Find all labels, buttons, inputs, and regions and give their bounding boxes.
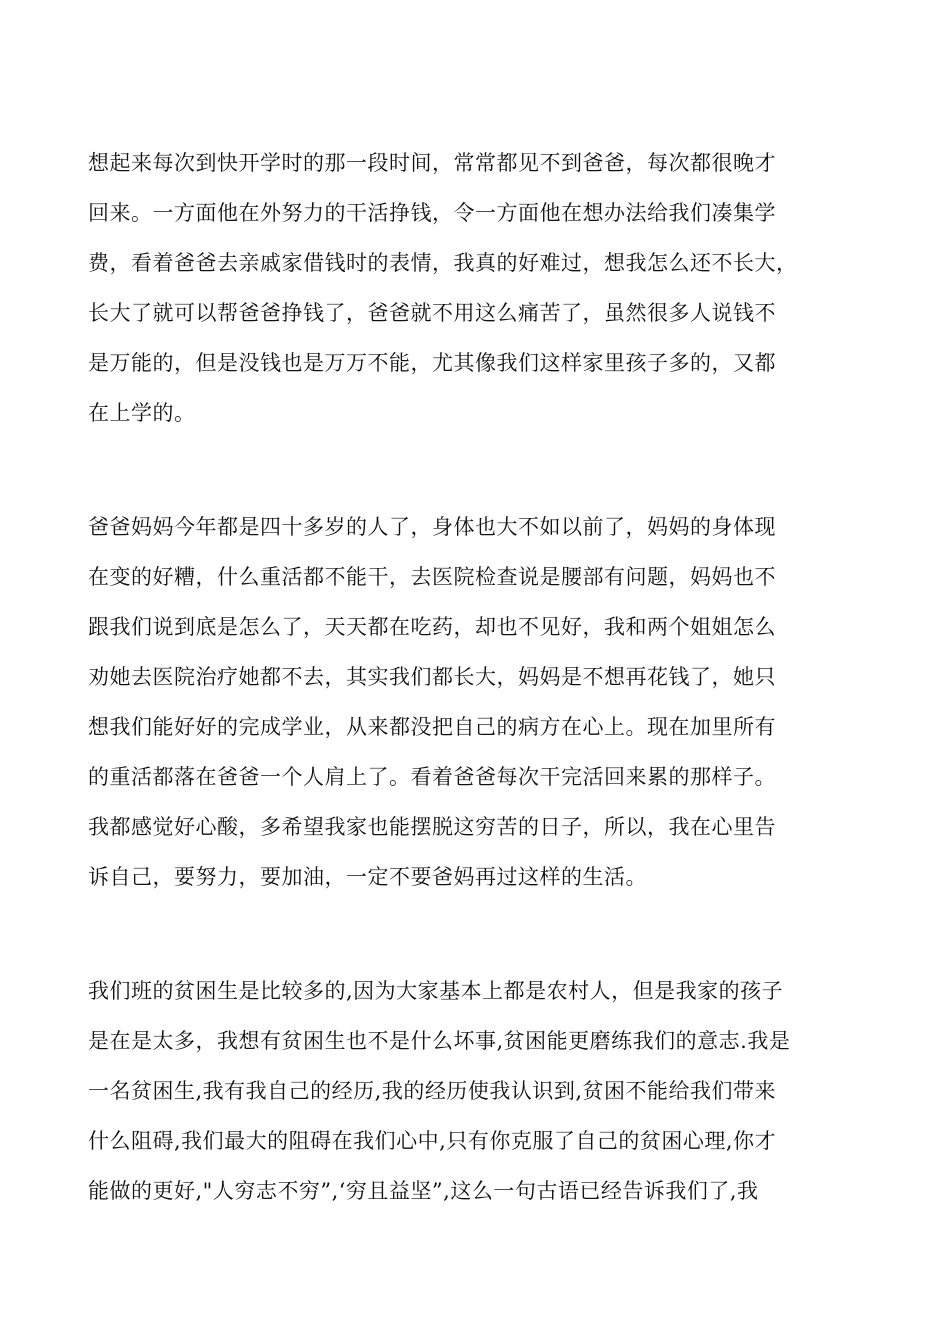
text-line: 一名贫困生,我有我自己的经历,我的经历使我认识到,贫困不能给我们带来 [88, 1079, 777, 1103]
document-body [88, 138, 878, 1216]
paragraph-2 [88, 502, 878, 902]
text-line: 什么阻碍,我们最大的阻碍在我们心中,只有你克服了自己的贫困心理,你才 [88, 1129, 777, 1153]
paragraph-gap [88, 902, 878, 966]
text-line: 我们班的贫困生是比较多的,因为大家基本上都是农村人，但是我家的孩子 [88, 979, 784, 1003]
paragraph-gap [88, 438, 878, 502]
text-line: 能做的更好,"人穷志不穷”,‘穷且益坚”,这么一句古语已经告诉我们了,我 [88, 1179, 759, 1203]
text-line: 回来。一方面他在外努力的干活挣钱，令一方面他在想办法给我们凑集学 [88, 201, 776, 225]
paragraph-3 [88, 966, 878, 1216]
text-line: 的重活都落在爸爸一个人肩上了。看着爸爸每次干完活回来累的那样子。 [88, 765, 776, 789]
paragraph-1 [88, 138, 878, 438]
text-line: 是在是太多，我想有贫困生也不是什么坏事,贫困能更磨练我们的意志.我是 [88, 1029, 791, 1053]
text-line: 在上学的。 [88, 401, 196, 425]
text-line: 诉自己，要努力，要加油，一定不要爸妈再过这样的生活。 [88, 865, 647, 889]
text-line: 劝她去医院治疗她都不去，其实我们都长大，妈妈是不想再花钱了，她只 [88, 665, 776, 689]
text-line: 是万能的，但是没钱也是万万不能，尤其像我们这样家里孩子多的，又都 [88, 351, 776, 375]
text-line: 在变的好糟，什么重活都不能干，去医院检查说是腰部有问题，妈妈也不 [88, 565, 776, 589]
text-line: 长大了就可以帮爸爸挣钱了，爸爸就不用这么痛苦了，虽然很多人说钱不 [88, 301, 776, 325]
text-line: 费，看着爸爸去亲戚家借钱时的表情，我真的好难过，想我怎么还不长大， [88, 251, 798, 275]
text-line: 想起来每次到快开学时的那一段时间，常常都见不到爸爸，每次都很晚才 [88, 151, 776, 175]
text-line: 我都感觉好心酸，多希望我家也能摆脱这穷苦的日子，所以，我在心里告 [88, 815, 776, 839]
text-line: 爸爸妈妈今年都是四十多岁的人了，身体也大不如以前了，妈妈的身体现 [88, 515, 776, 539]
text-line: 想我们能好好的完成学业，从来都没把自己的病方在心上。现在加里所有 [88, 715, 776, 739]
text-line: 跟我们说到底是怎么了，天天都在吃药，却也不见好，我和两个姐姐怎么 [88, 615, 776, 639]
